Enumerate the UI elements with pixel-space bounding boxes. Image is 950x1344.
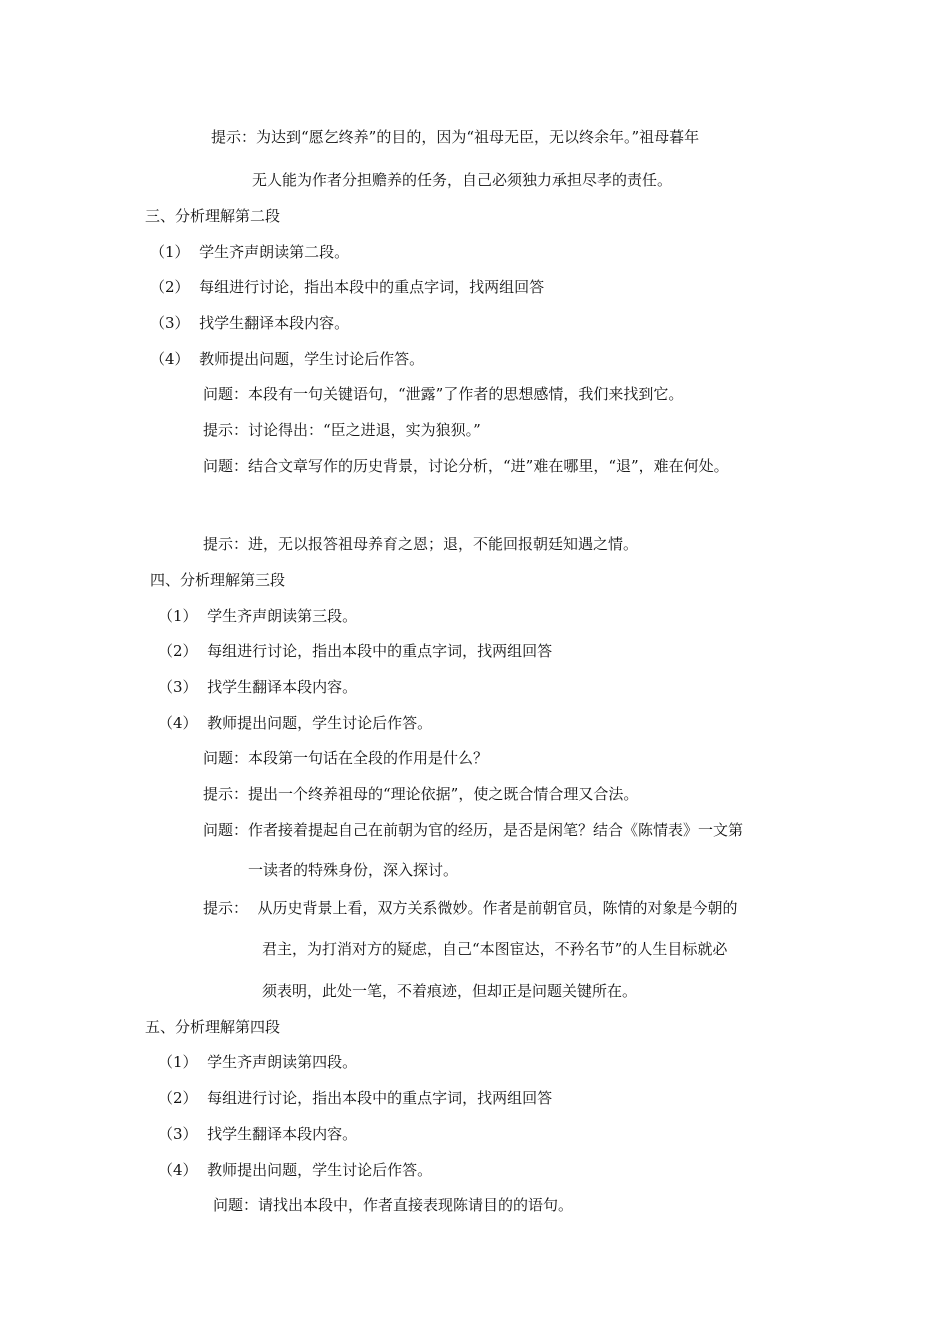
question-line: 问题：结合文章写作的历史背景，讨论分析，“进”难在哪里，“退”，难在何处。 <box>203 457 729 475</box>
hint-line: 提示： 从历史背景上看，双方关系微妙。作者是前朝官员，陈情的对象是今朝的 <box>203 899 738 917</box>
hint-line: 提示：进，无以报答祖母养育之恩；退，不能回报朝廷知遇之情。 <box>203 535 639 553</box>
hint-line: 提示：提出一个终养祖母的“理论依据”，使之既合情合理又合法。 <box>203 785 639 803</box>
list-item: （2） 每组进行讨论，指出本段中的重点字词，找两组回答 <box>158 642 553 660</box>
list-item: （3） 找学生翻译本段内容。 <box>158 1125 358 1143</box>
section-heading-3: 四、分析理解第三段 <box>150 571 286 589</box>
list-item: （3） 找学生翻译本段内容。 <box>150 314 350 332</box>
list-item: （4） 教师提出问题，学生讨论后作答。 <box>150 350 425 368</box>
question-line: 问题：作者接着提起自己在前朝为官的经历，是否是闲笔？结合《陈情表》一文第 <box>203 821 744 839</box>
hint-line-cont: 君主，为打消对方的疑虑，自己“本图宦达，不矜名节”的人生目标就必 <box>262 940 728 958</box>
list-item: （3） 找学生翻译本段内容。 <box>158 678 358 696</box>
list-item: （1） 学生齐声朗读第四段。 <box>158 1053 358 1071</box>
list-item: （1） 学生齐声朗读第三段。 <box>158 607 358 625</box>
list-item: （4） 教师提出问题，学生讨论后作答。 <box>158 714 433 732</box>
hint-line-cont: 须表明，此处一笔，不着痕迹，但却正是问题关键所在。 <box>262 982 638 1000</box>
list-item: （1） 学生齐声朗读第二段。 <box>150 243 350 261</box>
section-heading-4: 五、分析理解第四段 <box>145 1018 281 1036</box>
list-item: （4） 教师提出问题，学生讨论后作答。 <box>158 1161 433 1179</box>
section-heading-2: 三、分析理解第二段 <box>145 207 281 225</box>
question-line: 问题：本段第一句话在全段的作用是什么？ <box>203 749 489 767</box>
list-item: （2） 每组进行讨论，指出本段中的重点字词，找两组回答 <box>158 1089 553 1107</box>
list-item: （2） 每组进行讨论，指出本段中的重点字词，找两组回答 <box>150 278 545 296</box>
question-line: 问题：请找出本段中，作者直接表现陈请目的的语句。 <box>213 1196 574 1214</box>
hint-line: 提示：讨论得出：“臣之进退，实为狼狈。” <box>203 421 481 439</box>
question-line: 问题：本段有一句关键语句，“泄露”了作者的思想感情，我们来找到它。 <box>203 385 684 403</box>
hint-line-1: 提示：为达到“愿乞终养”的目的，因为“祖母无臣，无以终余年。”祖母暮年 <box>211 128 700 146</box>
question-line-cont: 一读者的特殊身份，深入探讨。 <box>248 861 459 879</box>
hint-line-2: 无人能为作者分担赡养的任务，自己必须独力承担尽孝的责任。 <box>252 171 673 189</box>
